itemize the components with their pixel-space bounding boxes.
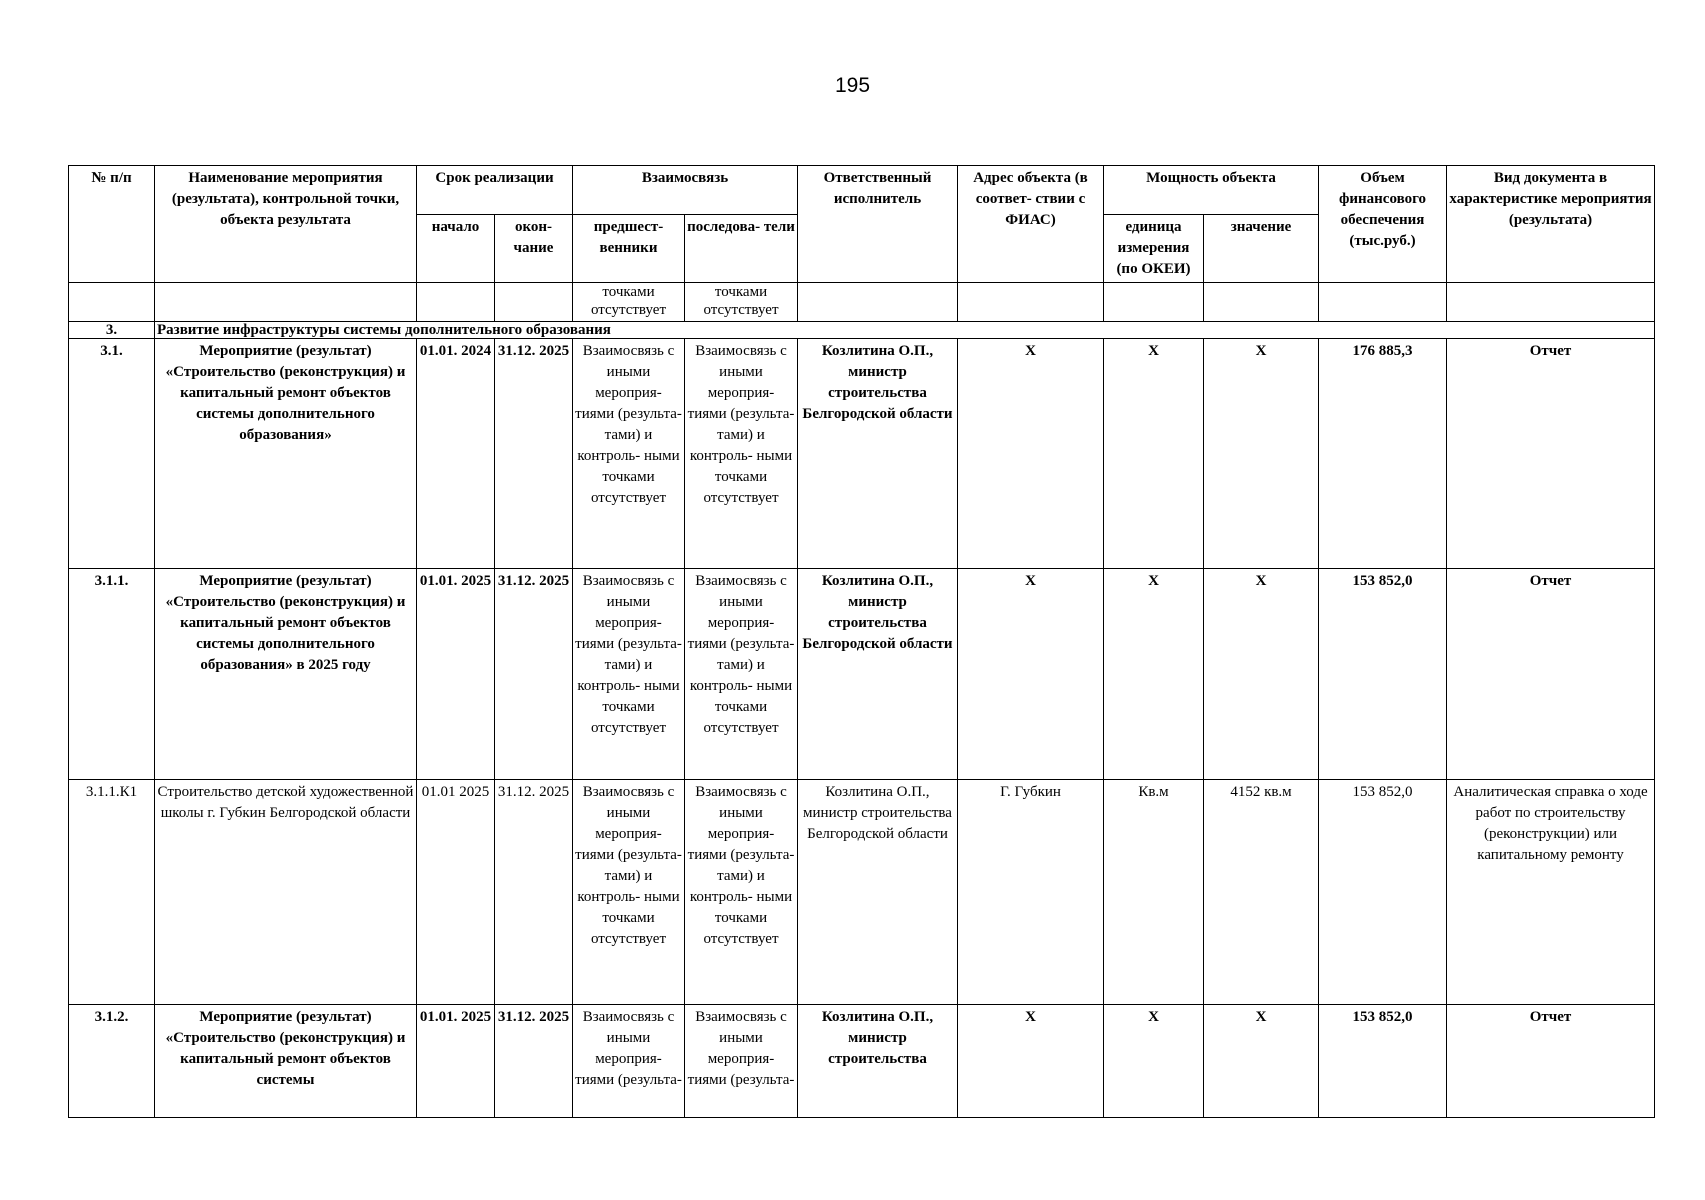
- table-row: [69, 339, 1655, 569]
- row-start: 01.01. 2025: [417, 1005, 495, 1118]
- row-unit: X: [1104, 1005, 1204, 1118]
- section-row: [69, 322, 1655, 339]
- row-address: X: [958, 339, 1104, 569]
- row-address: X: [958, 569, 1104, 780]
- empty-cell: [798, 283, 958, 322]
- row-finance: 153 852,0: [1319, 569, 1447, 780]
- header-rel-next: последова- тели: [685, 215, 798, 283]
- table-row: [69, 780, 1655, 1005]
- row-num: 3.1.2.: [69, 1005, 155, 1118]
- row-finance: 153 852,0: [1319, 1005, 1447, 1118]
- empty-cell: [958, 283, 1104, 322]
- row-pred: Взаимосвязь с иными мероприя- тиями (результа- тами) и контроль- ными точками отсутствует: [573, 339, 685, 569]
- row-finance: 176 885,3: [1319, 339, 1447, 569]
- header-rel-pred: предшест- венники: [573, 215, 685, 283]
- row-finance: 153 852,0: [1319, 780, 1447, 1005]
- row-name: Строительство детской художественной школы г. Губкин Белгородской области: [155, 780, 417, 1005]
- row-doc: Отчет: [1447, 339, 1655, 569]
- row-address: Г. Губкин: [958, 780, 1104, 1005]
- header-cap-value: значение: [1204, 215, 1319, 283]
- row-value: 4152 кв.м: [1204, 780, 1319, 1005]
- plan-table: [68, 165, 1655, 1118]
- row-start: 01.01. 2024: [417, 339, 495, 569]
- row-responsible: Козлитина О.П., министр строительства: [798, 1005, 958, 1118]
- row-pred: Взаимосвязь с иными мероприя- тиями (результа-: [573, 1005, 685, 1118]
- empty-cell: [1319, 283, 1447, 322]
- row-unit: Кв.м: [1104, 780, 1204, 1005]
- row-doc: Отчет: [1447, 569, 1655, 780]
- header-term: Срок реализации: [417, 166, 573, 215]
- row-start: 01.01. 2025: [417, 569, 495, 780]
- row-start: 01.01 2025: [417, 780, 495, 1005]
- section-title: Развитие инфраструктуры системы дополнительного образования: [155, 322, 1655, 339]
- header-cap-unit: единица измерения (по ОКЕИ): [1104, 215, 1204, 283]
- header-doc-type: Вид документа в характеристике мероприятия (результата): [1447, 166, 1655, 283]
- row-unit: X: [1104, 339, 1204, 569]
- continuation-row: [69, 283, 1655, 322]
- table-row: [69, 1005, 1655, 1118]
- row-pred: Взаимосвязь с иными мероприя- тиями (результа- тами) и контроль- ными точками отсутствует: [573, 780, 685, 1005]
- row-num: 3.1.1.: [69, 569, 155, 780]
- cont-pred: точками отсутствует: [573, 283, 685, 322]
- row-value: X: [1204, 339, 1319, 569]
- row-responsible: Козлитина О.П., министр строительства Белгородской области: [798, 339, 958, 569]
- section-num: 3.: [69, 322, 155, 339]
- row-end: 31.12. 2025: [495, 569, 573, 780]
- empty-cell: [1447, 283, 1655, 322]
- header-term-end: окон- чание: [495, 215, 573, 283]
- row-name: Мероприятие (результат) «Строительство (реконструкция) и капитальный ремонт объектов системы: [155, 1005, 417, 1118]
- row-name: Мероприятие (результат) «Строительство (реконструкция) и капитальный ремонт объектов системы дополнительного образования»: [155, 339, 417, 569]
- row-value: X: [1204, 569, 1319, 780]
- table-header-row-1: [69, 166, 1655, 215]
- row-next: Взаимосвязь с иными мероприя- тиями (результа- тами) и контроль- ными точками отсутствует: [685, 339, 798, 569]
- header-finance: Объем финансового обеспечения (тыс.руб.): [1319, 166, 1447, 283]
- empty-cell: [155, 283, 417, 322]
- row-next: Взаимосвязь с иными мероприя- тиями (результа- тами) и контроль- ными точками отсутствует: [685, 780, 798, 1005]
- header-relation: Взаимосвязь: [573, 166, 798, 215]
- row-value: X: [1204, 1005, 1319, 1118]
- row-next: Взаимосвязь с иными мероприя- тиями (результа- тами) и контроль- ными точками отсутствует: [685, 569, 798, 780]
- row-doc: Отчет: [1447, 1005, 1655, 1118]
- header-name: Наименование мероприятия (результата), контрольной точки, объекта результата: [155, 166, 417, 283]
- row-doc: Аналитическая справка о ходе работ по строительству (реконструкции) или капитальному ремонту: [1447, 780, 1655, 1005]
- empty-cell: [1204, 283, 1319, 322]
- header-num: № п/п: [69, 166, 155, 283]
- header-term-start: начало: [417, 215, 495, 283]
- page-number: 195: [834, 74, 871, 97]
- row-unit: X: [1104, 569, 1204, 780]
- row-address: X: [958, 1005, 1104, 1118]
- cont-next: точками отсутствует: [685, 283, 798, 322]
- header-address: Адрес объекта (в соответ- ствии с ФИАС): [958, 166, 1104, 283]
- row-responsible: Козлитина О.П., министр строительства Белгородской области: [798, 780, 958, 1005]
- row-name: Мероприятие (результат) «Строительство (реконструкция) и капитальный ремонт объектов системы дополнительного образования» в 2025 году: [155, 569, 417, 780]
- row-end: 31.12. 2025: [495, 339, 573, 569]
- row-num: 3.1.: [69, 339, 155, 569]
- row-next: Взаимосвязь с иными мероприя- тиями (результа-: [685, 1005, 798, 1118]
- empty-cell: [1104, 283, 1204, 322]
- row-responsible: Козлитина О.П., министр строительства Белгородской области: [798, 569, 958, 780]
- empty-cell: [417, 283, 495, 322]
- row-num: 3.1.1.К1: [69, 780, 155, 1005]
- document-table-wrapper: [68, 165, 1654, 1118]
- row-end: 31.12. 2025: [495, 780, 573, 1005]
- empty-cell: [69, 283, 155, 322]
- row-pred: Взаимосвязь с иными мероприя- тиями (результа- тами) и контроль- ными точками отсутствует: [573, 569, 685, 780]
- header-responsible: Ответственный исполнитель: [798, 166, 958, 283]
- table-row: [69, 569, 1655, 780]
- row-end: 31.12. 2025: [495, 1005, 573, 1118]
- header-capacity: Мощность объекта: [1104, 166, 1319, 215]
- empty-cell: [495, 283, 573, 322]
